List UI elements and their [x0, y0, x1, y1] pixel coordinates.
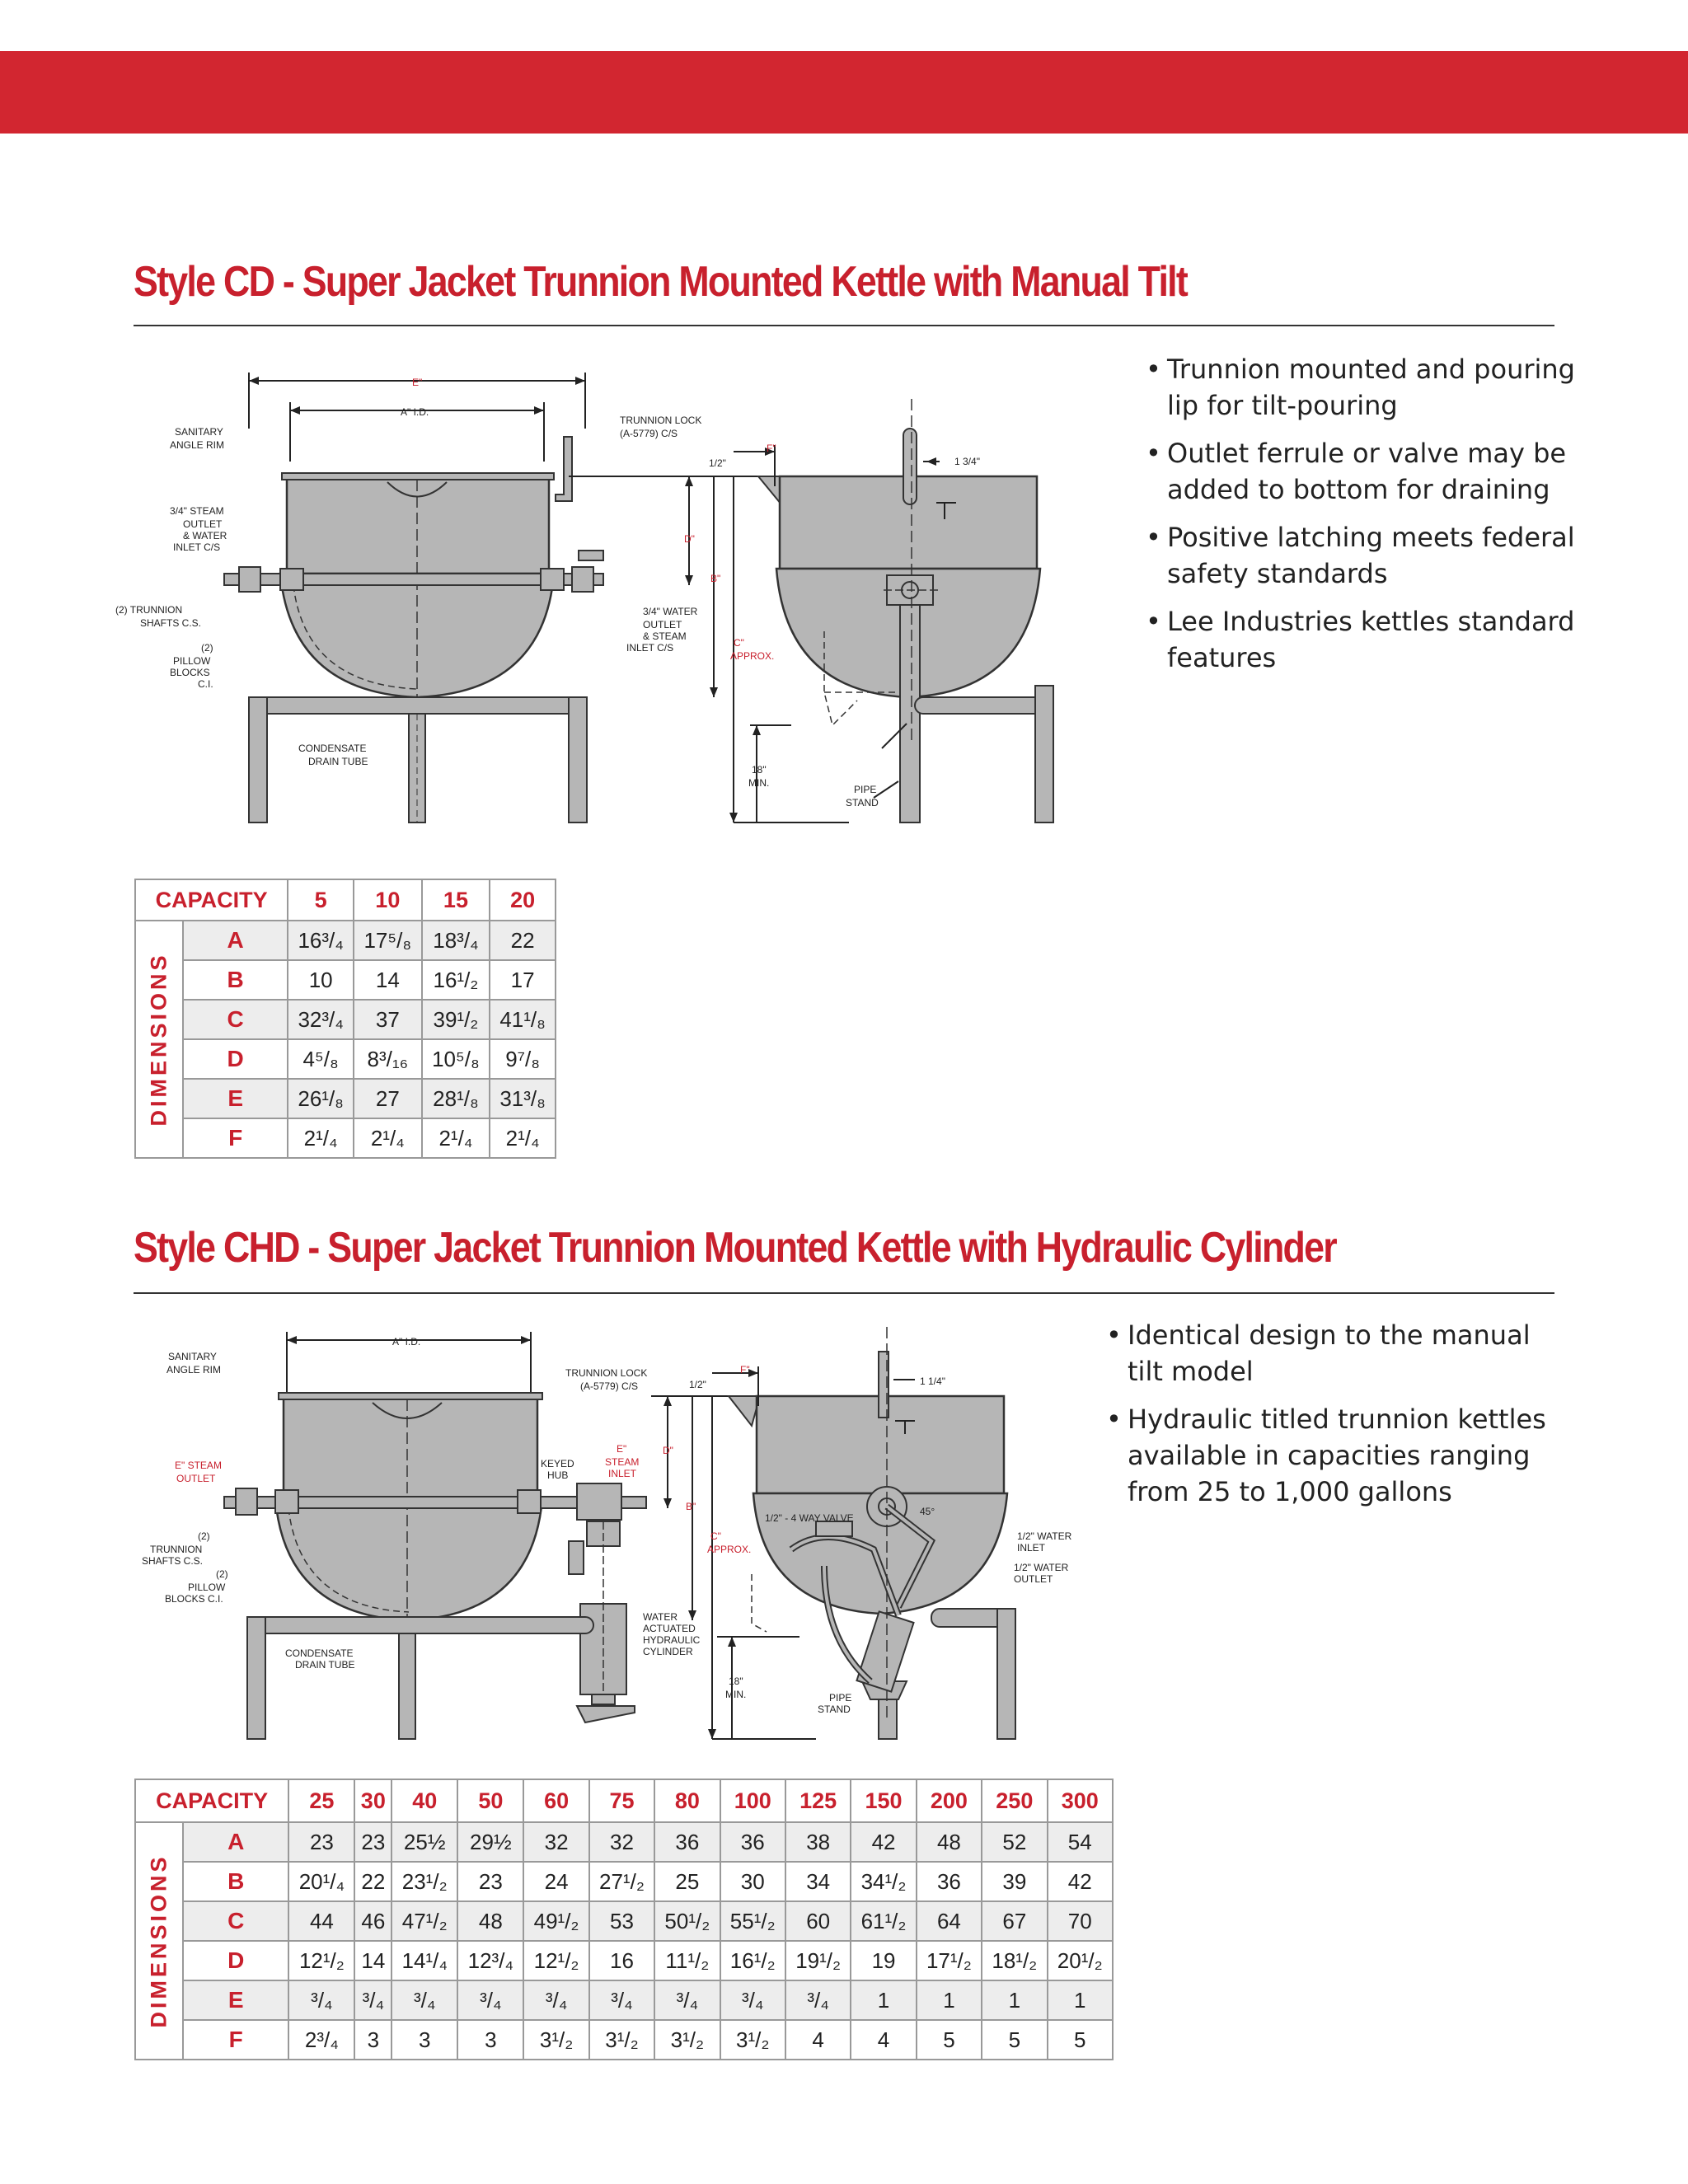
s2-label-pipe2: STAND: [818, 1704, 851, 1715]
dimension-cell: ³/₄: [288, 1980, 354, 2020]
dimension-cell: 16³/₄: [288, 921, 354, 960]
dimension-cell: 38: [785, 1822, 851, 1862]
capacity-header: 300: [1048, 1779, 1113, 1822]
dimension-cell: 16: [589, 1941, 654, 1980]
dimension-cell: ³/₄: [785, 1980, 851, 2020]
s2-label-rim2: ANGLE RIM: [166, 1364, 222, 1376]
s2-label-b: B": [686, 1501, 696, 1512]
s1-label-d: D": [684, 533, 695, 545]
s1-label-pb2: PILLOW: [173, 655, 211, 667]
s2-label-wc3: HYDRAULIC: [643, 1634, 701, 1646]
dimension-cell: 54: [1048, 1822, 1113, 1862]
dimension-cell: 2³/₄: [288, 2020, 354, 2060]
dimension-cell: 60: [785, 1901, 851, 1941]
dimension-cell: 23: [457, 1862, 523, 1901]
s2-label-d: D": [663, 1445, 673, 1456]
s1-label-wo1: 3/4" WATER: [643, 606, 698, 617]
dimension-cell: 2¹/₄: [422, 1118, 490, 1158]
s2-label-kh1: KEYED: [541, 1458, 574, 1469]
dimension-cell: 23: [354, 1822, 392, 1862]
s1-label-pipe1: PIPE: [854, 784, 877, 795]
dimension-cell: 3: [457, 2020, 523, 2060]
dimension-cell: 48: [917, 1822, 982, 1862]
s2-label-eso2: OUTLET: [176, 1473, 216, 1484]
s2-label-114: 1 1/4": [920, 1376, 945, 1387]
dimension-cell: 12¹/₂: [523, 1941, 588, 1980]
s2-label-pb2: PILLOW: [188, 1582, 226, 1593]
dimension-cell: ³/₄: [392, 1980, 457, 2020]
s1-label-min1: 18": [752, 764, 767, 776]
dimension-cell: 1: [851, 1980, 916, 2020]
section2-rule: [134, 1292, 1554, 1294]
dimension-cell: 23¹/₂: [392, 1862, 457, 1901]
dimension-cell: 30: [720, 1862, 785, 1901]
dimension-cell: 23: [288, 1822, 354, 1862]
capacity-header: 50: [457, 1779, 523, 1822]
s2-label-a: A" I.D.: [392, 1336, 421, 1347]
dimension-cell: 55¹/₂: [720, 1901, 785, 1941]
s2-label-esi2: STEAM: [605, 1456, 640, 1468]
dimension-cell: 14: [354, 960, 422, 1000]
dimension-cell: 49¹/₂: [523, 1901, 588, 1941]
s1-label-ts1: (2) TRUNNION: [115, 604, 183, 616]
dimension-cell: 29½: [457, 1822, 523, 1862]
s2-label-rim1: SANITARY: [168, 1351, 217, 1362]
dimension-cell: 20¹/₂: [1048, 1941, 1113, 1980]
dimension-cell: 10⁵/₈: [422, 1039, 490, 1079]
dimension-row-label: B: [183, 960, 288, 1000]
dimension-cell: 4: [785, 2020, 851, 2060]
s1-label-134: 1 3/4": [954, 456, 980, 467]
s1-bullet: • Outlet ferrule or valve may be added to bottom for draining: [1146, 435, 1607, 508]
dimension-cell: 36: [654, 1822, 720, 1862]
dimension-cell: 32³/₄: [288, 1000, 354, 1039]
dimension-cell: ³/₄: [654, 1980, 720, 2020]
dimension-row-label: F: [183, 2020, 288, 2060]
dimension-cell: 32: [589, 1822, 654, 1862]
s1-bullet: • Lee Industries kettles standard features: [1146, 603, 1607, 676]
s2-label-half: 1/2": [689, 1379, 706, 1390]
s1-label-lock1: TRUNNION LOCK: [620, 415, 702, 426]
dimension-cell: 11¹/₂: [654, 1941, 720, 1980]
s2-label-ts2: TRUNNION: [150, 1544, 203, 1555]
s1-label-lock2: (A-5779) C/S: [620, 428, 678, 439]
s2-label-wo1: 1/2" WATER: [1014, 1562, 1069, 1573]
section2-bullets: [1106, 1317, 1568, 1521]
s2-label-ts1: (2): [198, 1530, 210, 1542]
s2-label-wc1: WATER: [643, 1611, 678, 1623]
dimension-cell: 19: [851, 1941, 916, 1980]
dimension-cell: 47¹/₂: [392, 1901, 457, 1941]
dimension-cell: 14: [354, 1941, 392, 1980]
s1-bullet: • Trunnion mounted and pouring lip for tilt-pouring: [1146, 351, 1607, 424]
dimension-cell: 12¹/₂: [288, 1941, 354, 1980]
dimension-row-label: E: [183, 1980, 288, 2020]
s1-label-ts2: SHAFTS C.S.: [140, 617, 202, 629]
s2-label-lock1: TRUNNION LOCK: [565, 1367, 648, 1379]
s1-label-e: E": [412, 377, 423, 388]
dimension-cell: 14¹/₄: [392, 1941, 457, 1980]
capacity-header: 75: [589, 1779, 654, 1822]
dimension-cell: ³/₄: [457, 1980, 523, 2020]
s1-label-pb1: (2): [201, 642, 213, 654]
dimension-row-label: A: [183, 1822, 288, 1862]
dimension-row-label: F: [183, 1118, 288, 1158]
capacity-header: 100: [720, 1779, 785, 1822]
dimension-cell: 1: [982, 1980, 1047, 2020]
dimension-cell: 3¹/₂: [720, 2020, 785, 2060]
s1-label-a: A" I.D.: [401, 406, 429, 418]
s2-label-esi3: INLET: [608, 1468, 637, 1479]
s1-label-min2: MIN.: [748, 777, 770, 789]
capacity-header: 25: [288, 1779, 354, 1822]
dimension-cell: 3: [392, 2020, 457, 2060]
dimension-cell: 2¹/₄: [354, 1118, 422, 1158]
dimensions-label: [135, 1822, 183, 2060]
dimension-cell: 41¹/₈: [490, 1000, 556, 1039]
dimension-cell: 3¹/₂: [523, 2020, 588, 2060]
dimension-cell: 9⁷/₈: [490, 1039, 556, 1079]
dimension-cell: 22: [354, 1862, 392, 1901]
capacity-header: 15: [422, 879, 490, 921]
s1-label-rim2: ANGLE RIM: [170, 439, 225, 451]
dimension-cell: 25: [654, 1862, 720, 1901]
s1-label-approx: APPROX.: [730, 650, 775, 662]
dimension-row-label: C: [183, 1000, 288, 1039]
s2-bullet: • Hydraulic titled trunnion kettles available in capacities ranging from 25 to 1,000 gallons: [1106, 1401, 1568, 1510]
dimension-cell: ³/₄: [589, 1980, 654, 2020]
dimension-cell: 10: [288, 960, 354, 1000]
capacity-header: 30: [354, 1779, 392, 1822]
s1-label-cd1: CONDENSATE: [298, 743, 367, 754]
dimension-cell: 32: [523, 1822, 588, 1862]
capacity-header: 60: [523, 1779, 588, 1822]
dimension-cell: 37: [354, 1000, 422, 1039]
capacity-header: 5: [288, 879, 354, 921]
s1-label-pipe2: STAND: [846, 797, 879, 808]
section2-title: Style CHD - Super Jacket Trunnion Mounted Kettle with Hydraulic Cylinder: [134, 1224, 1336, 1272]
s1-label-wo4: INLET C/S: [626, 642, 674, 654]
section1-title: Style CD - Super Jacket Trunnion Mounted Kettle with Manual Tilt: [134, 258, 1188, 306]
dimension-cell: 34¹/₂: [851, 1862, 916, 1901]
dimension-row-label: D: [183, 1039, 288, 1079]
dimension-cell: 20¹/₄: [288, 1862, 354, 1901]
dimension-cell: 3: [354, 2020, 392, 2060]
s2-label-lock2: (A-5779) C/S: [580, 1380, 639, 1392]
dimension-cell: 48: [457, 1901, 523, 1941]
dimension-cell: 19¹/₂: [785, 1941, 851, 1980]
s2-label-cd2: DRAIN TUBE: [295, 1659, 355, 1671]
s2-label-eso1: E" STEAM: [175, 1460, 222, 1471]
dimension-cell: 28¹/₈: [422, 1079, 490, 1118]
section1-diagram: [107, 363, 1104, 841]
capacity-header: 20: [490, 879, 556, 921]
s2-label-approx: APPROX.: [707, 1544, 752, 1555]
capacity-header: 80: [654, 1779, 720, 1822]
s1-bullet: • Positive latching meets federal safety standards: [1146, 519, 1607, 592]
dimension-cell: 5: [1048, 2020, 1113, 2060]
s2-label-valve: 1/2" - 4 WAY VALVE: [765, 1512, 854, 1524]
s2-label-pb1: (2): [216, 1568, 228, 1580]
section2-dimensions-table: [134, 1779, 1114, 2060]
dimension-cell: 42: [851, 1822, 916, 1862]
s1-label-pb4: C.I.: [198, 678, 213, 690]
dimension-cell: 67: [982, 1901, 1047, 1941]
section1-rule: [134, 325, 1554, 326]
s1-label-so3: & WATER: [183, 530, 227, 541]
dimension-cell: 36: [917, 1862, 982, 1901]
capacity-header: 200: [917, 1779, 982, 1822]
dimensions-label-text: DIMENSIONS: [146, 952, 171, 1127]
dimension-cell: 50¹/₂: [654, 1901, 720, 1941]
capacity-label: CAPACITY: [135, 879, 288, 921]
s2-bullet: • Identical design to the manual tilt model: [1106, 1317, 1568, 1390]
s1-label-rim1: SANITARY: [175, 426, 223, 438]
dimension-cell: 25½: [392, 1822, 457, 1862]
dimension-row-label: E: [183, 1079, 288, 1118]
s1-label-f: F": [767, 443, 776, 454]
dimension-cell: 17¹/₂: [917, 1941, 982, 1980]
dimension-cell: 31³/₈: [490, 1079, 556, 1118]
s2-label-min1: 18": [729, 1675, 743, 1687]
s2-label-wc2: ACTUATED: [643, 1623, 696, 1634]
section1-bullets: [1146, 351, 1607, 687]
s2-label-kh2: HUB: [547, 1469, 569, 1481]
s1-label-half: 1/2": [709, 457, 726, 469]
dimension-row-label: C: [183, 1901, 288, 1941]
dimension-cell: 46: [354, 1901, 392, 1941]
s2-label-wc4: CYLINDER: [643, 1646, 693, 1657]
dimension-cell: 1: [917, 1980, 982, 2020]
dimension-cell: 4⁵/₈: [288, 1039, 354, 1079]
dimension-cell: 39¹/₂: [422, 1000, 490, 1039]
dimension-cell: 27: [354, 1079, 422, 1118]
dimension-cell: 61¹/₂: [851, 1901, 916, 1941]
dimension-cell: 1: [1048, 1980, 1113, 2020]
s2-label-min2: MIN.: [725, 1689, 747, 1700]
s2-label-c: C": [710, 1530, 721, 1542]
capacity-header: 40: [392, 1779, 457, 1822]
dimension-cell: 42: [1048, 1862, 1113, 1901]
s2-label-esi1: E": [617, 1443, 627, 1455]
dimension-cell: 53: [589, 1901, 654, 1941]
s1-label-b: B": [710, 573, 721, 584]
capacity-header: 150: [851, 1779, 916, 1822]
dimension-cell: 12³/₄: [457, 1941, 523, 1980]
dimension-cell: 26¹/₈: [288, 1079, 354, 1118]
dimension-cell: 44: [288, 1901, 354, 1941]
dimension-cell: 17⁵/₈: [354, 921, 422, 960]
s2-label-wo2: OUTLET: [1014, 1573, 1053, 1585]
s1-label-wo3: & STEAM: [643, 630, 687, 642]
dimension-row-label: A: [183, 921, 288, 960]
dimension-cell: 3¹/₂: [654, 2020, 720, 2060]
dimension-cell: 5: [917, 2020, 982, 2060]
dimension-cell: 5: [982, 2020, 1047, 2060]
dimension-cell: 18³/₄: [422, 921, 490, 960]
s1-label-wo2: OUTLET: [643, 619, 682, 630]
dimension-cell: 24: [523, 1862, 588, 1901]
s2-label-ts3: SHAFTS C.S.: [142, 1555, 204, 1567]
s1-label-c: C": [734, 637, 744, 649]
s1-label-so2: OUTLET: [183, 518, 223, 530]
s1-label-pb3: BLOCKS: [170, 667, 210, 678]
capacity-header: 125: [785, 1779, 851, 1822]
dimension-cell: 18¹/₂: [982, 1941, 1047, 1980]
section1-dimensions-table: [134, 879, 556, 1159]
dimension-cell: 36: [720, 1822, 785, 1862]
dimension-cell: 3¹/₂: [589, 2020, 654, 2060]
dimension-cell: 16¹/₂: [422, 960, 490, 1000]
section2-diagram: [107, 1319, 1071, 1747]
dimension-cell: 70: [1048, 1901, 1113, 1941]
dimension-row-label: B: [183, 1862, 288, 1901]
dimension-cell: 27¹/₂: [589, 1862, 654, 1901]
dimension-cell: 16¹/₂: [720, 1941, 785, 1980]
capacity-header: 10: [354, 879, 422, 921]
dimension-cell: 22: [490, 921, 556, 960]
top-banner: [0, 51, 1688, 134]
dimension-cell: 2¹/₄: [288, 1118, 354, 1158]
s2-label-pipe1: PIPE: [829, 1692, 852, 1704]
dimension-cell: 8³/₁₆: [354, 1039, 422, 1079]
capacity-label: CAPACITY: [135, 1779, 288, 1822]
capacity-header: 250: [982, 1779, 1047, 1822]
dimension-row-label: D: [183, 1941, 288, 1980]
dimension-cell: 64: [917, 1901, 982, 1941]
dimension-cell: 39: [982, 1862, 1047, 1901]
s2-label-f: F": [740, 1364, 750, 1376]
dimensions-label: [135, 921, 183, 1158]
dimensions-label-text: DIMENSIONS: [146, 1854, 171, 2028]
dimension-cell: ³/₄: [523, 1980, 588, 2020]
s2-label-pb3: BLOCKS C.I.: [165, 1593, 223, 1605]
dimension-cell: 34: [785, 1862, 851, 1901]
dimension-cell: 17: [490, 960, 556, 1000]
s2-label-deg: 45°: [920, 1506, 935, 1517]
s1-label-so1: 3/4" STEAM: [170, 505, 224, 517]
dimension-cell: ³/₄: [720, 1980, 785, 2020]
dimension-cell: 4: [851, 2020, 916, 2060]
dimension-cell: 2¹/₄: [490, 1118, 556, 1158]
s2-label-cd1: CONDENSATE: [285, 1647, 354, 1659]
s2-label-wi2: INLET: [1017, 1542, 1046, 1554]
s1-label-cd2: DRAIN TUBE: [308, 756, 368, 767]
s1-label-so4: INLET C/S: [173, 541, 221, 553]
s2-label-wi1: 1/2" WATER: [1017, 1530, 1071, 1542]
dimension-cell: 52: [982, 1822, 1047, 1862]
dimension-cell: ³/₄: [354, 1980, 392, 2020]
